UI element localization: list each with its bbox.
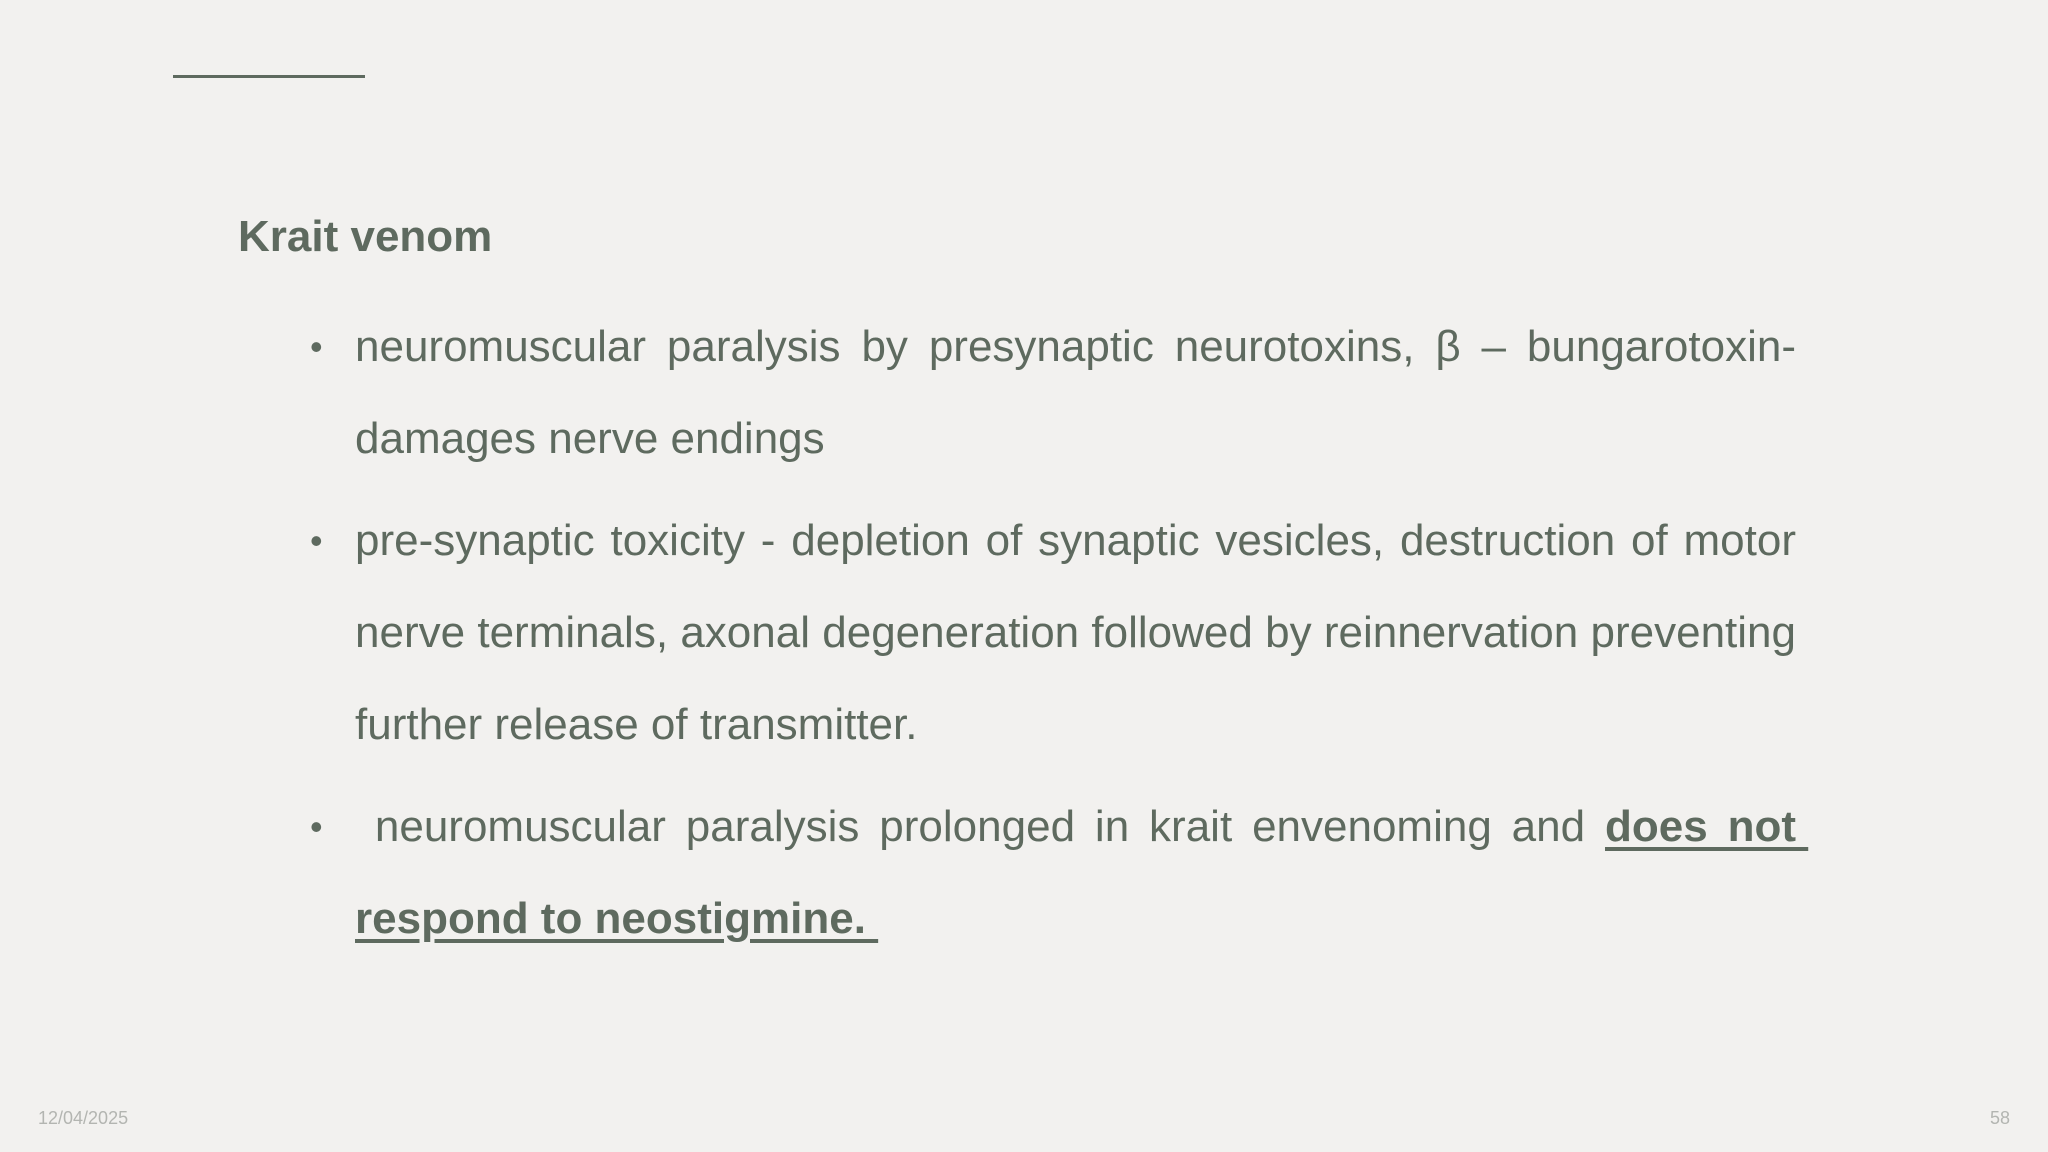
bullet-dot-icon: • <box>310 326 323 367</box>
bullet-dot-icon: • <box>310 520 323 561</box>
bullet-dot-icon: • <box>310 806 323 847</box>
bullet-text: neuromuscular paralysis prolonged in krait envenoming and <box>355 802 1605 851</box>
bullet-emphasis-text: does not respond to neostigmine. <box>355 802 1809 943</box>
bullet-item-2 <box>300 495 1796 771</box>
title-divider-line <box>173 75 365 78</box>
footer-date: 12/04/2025 <box>38 1108 129 1128</box>
bullet-item-3 <box>300 781 1809 965</box>
bullet-text: neuromuscular paralysis by presynaptic neurotoxins, β – bungarotoxin- damages nerve endings <box>355 322 1796 463</box>
slide-heading: Krait venom <box>238 212 493 261</box>
bullet-text: pre-synaptic toxicity - depletion of synaptic vesicles, destruction of motor nerve terminals, axonal degeneration followed by reinnervation preventing further release of transmitter. <box>355 516 1796 749</box>
footer-page-number: 58 <box>1989 1108 2010 1128</box>
bullet-list <box>300 301 1809 975</box>
bullet-item-1 <box>300 301 1796 485</box>
